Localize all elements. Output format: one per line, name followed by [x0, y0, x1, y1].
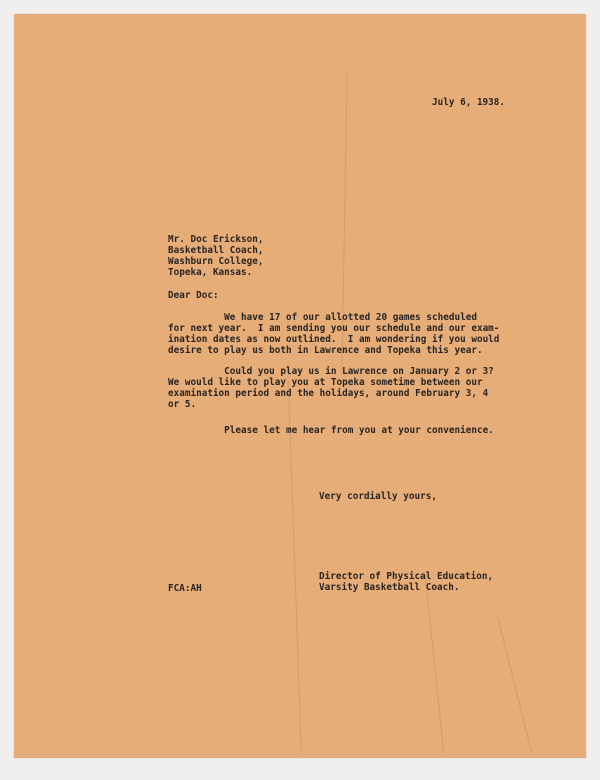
typist-initials: FCA:AH — [168, 583, 202, 594]
signature-line: Director of Physical Education, — [319, 571, 494, 582]
body-line: desire to play us both in Lawrence and Topeka this year. — [168, 345, 483, 356]
body-line: Could you play us in Lawrence on January 2 or 3? — [168, 366, 494, 377]
recipient-line: Basketball Coach, — [168, 245, 264, 256]
body-line: We would like to play you at Topeka sometime between our — [168, 377, 483, 388]
paper-crease — [497, 616, 532, 752]
signature-line: Varsity Basketball Coach. — [319, 582, 460, 593]
body-line: We have 17 of our allotted 20 games scheduled — [168, 312, 477, 323]
salutation: Dear Doc: — [168, 290, 219, 301]
body-line: examination period and the holidays, around February 3, 4 — [168, 388, 489, 399]
paper-crease — [425, 574, 445, 753]
body-paragraph-3: Please let me hear from you at your convenience. — [168, 425, 494, 436]
recipient-line: Washburn College, — [168, 256, 264, 267]
closing: Very cordially yours, — [319, 491, 437, 502]
recipient-line: Mr. Doc Erickson, — [168, 234, 264, 245]
body-line: for next year. I am sending you our schedule and our exam- — [168, 323, 500, 334]
recipient-line: Topeka, Kansas. — [168, 267, 253, 278]
body-line: or 5. — [168, 399, 197, 410]
letter-date: July 6, 1938. — [432, 97, 506, 108]
paper-crease — [287, 364, 302, 754]
body-line: ination dates as now outlined. I am wondering if you would — [168, 334, 500, 345]
